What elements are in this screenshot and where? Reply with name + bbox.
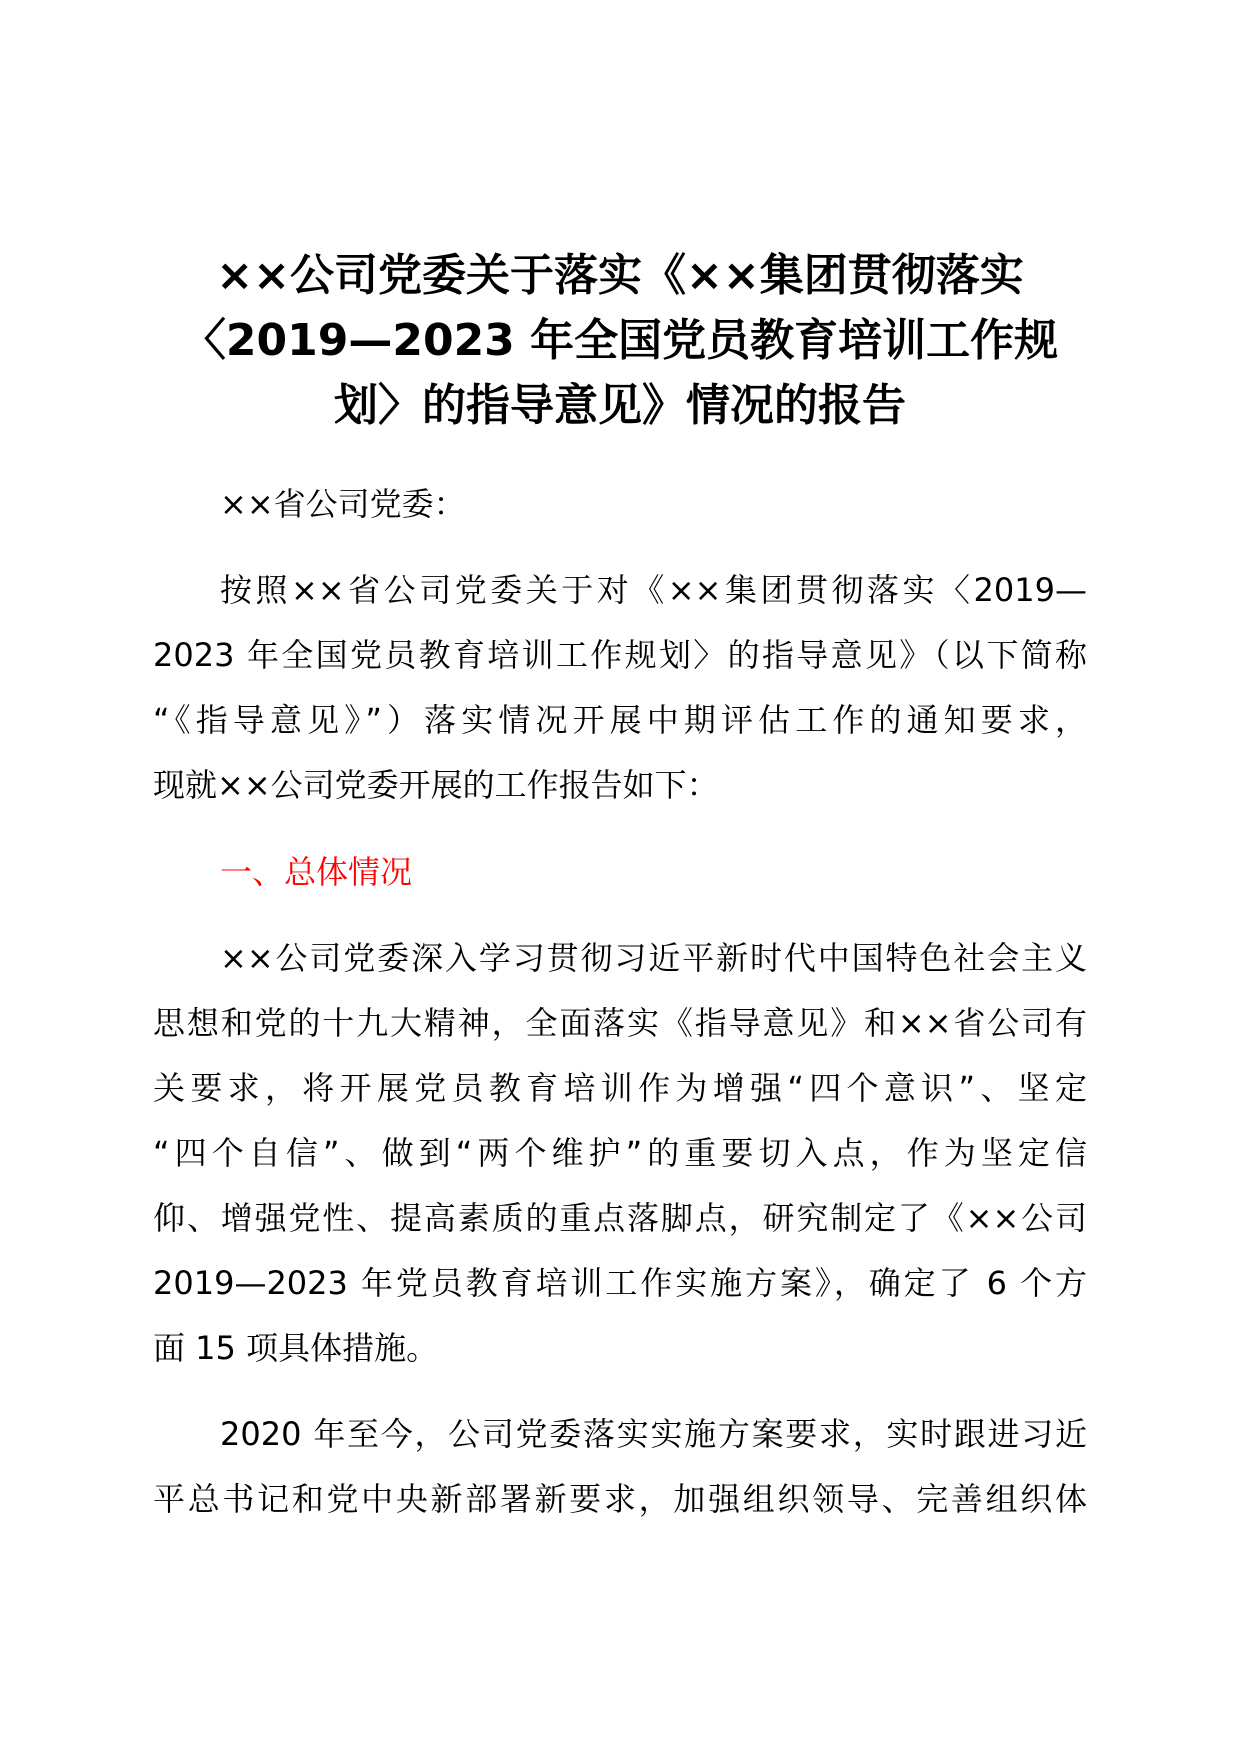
- section-heading-text: 一、总体情况: [220, 853, 413, 891]
- progress-line-2: 平总书记和党中央新部署新要求，加强组织领导、完善组织体: [153, 1480, 1087, 1518]
- salutation: [153, 472, 1087, 537]
- intro-paragraph: [153, 558, 1087, 818]
- progress-line-1: 2020 年至今，公司党委落实实施方案要求，实时跟进习近: [220, 1415, 1087, 1453]
- intro-line-2: 2023 年全国党员教育培训工作规划〉的指导意见》（以下简称: [153, 636, 1087, 674]
- title-line-3: 划〉的指导意见》情况的报告: [334, 380, 906, 431]
- intro-line-1: 按照××省公司党委关于对《××集团贯彻落实〈2019—: [220, 571, 1087, 609]
- overview-paragraph: [153, 926, 1087, 1381]
- section-heading-overview: [153, 840, 1087, 905]
- intro-line-4: 现就××公司党委开展的工作报告如下：: [153, 766, 719, 804]
- overview-line-2: 思想和党的十九大精神，全面落实《指导意见》和××省公司有: [153, 1004, 1087, 1042]
- title-line-1: ××公司党委关于落实《××集团贯彻落实: [216, 250, 1024, 301]
- overview-line-1: ××公司党委深入学习贯彻习近平新时代中国特色社会主义: [220, 939, 1087, 977]
- progress-paragraph: [153, 1402, 1087, 1532]
- salutation-text: ××省公司党委：: [220, 485, 466, 523]
- intro-line-3: “《指导意见》”）落实情况开展中期评估工作的通知要求，: [153, 701, 1087, 739]
- overview-line-4: “四个自信”、做到“两个维护”的重要切入点，作为坚定信: [153, 1134, 1087, 1172]
- title-line-2: 〈2019—2023 年全国党员教育培训工作规: [181, 315, 1059, 366]
- overview-line-3: 关要求，将开展党员教育培训作为增强“四个意识”、坚定: [153, 1069, 1087, 1107]
- overview-line-5: 仰、增强党性、提高素质的重点落脚点，研究制定了《××公司: [153, 1199, 1087, 1237]
- overview-line-7: 面 15 项具体措施。: [153, 1329, 439, 1367]
- document-title: [150, 243, 1090, 438]
- overview-line-6: 2019—2023 年党员教育培训工作实施方案》，确定了 6 个方: [153, 1264, 1087, 1302]
